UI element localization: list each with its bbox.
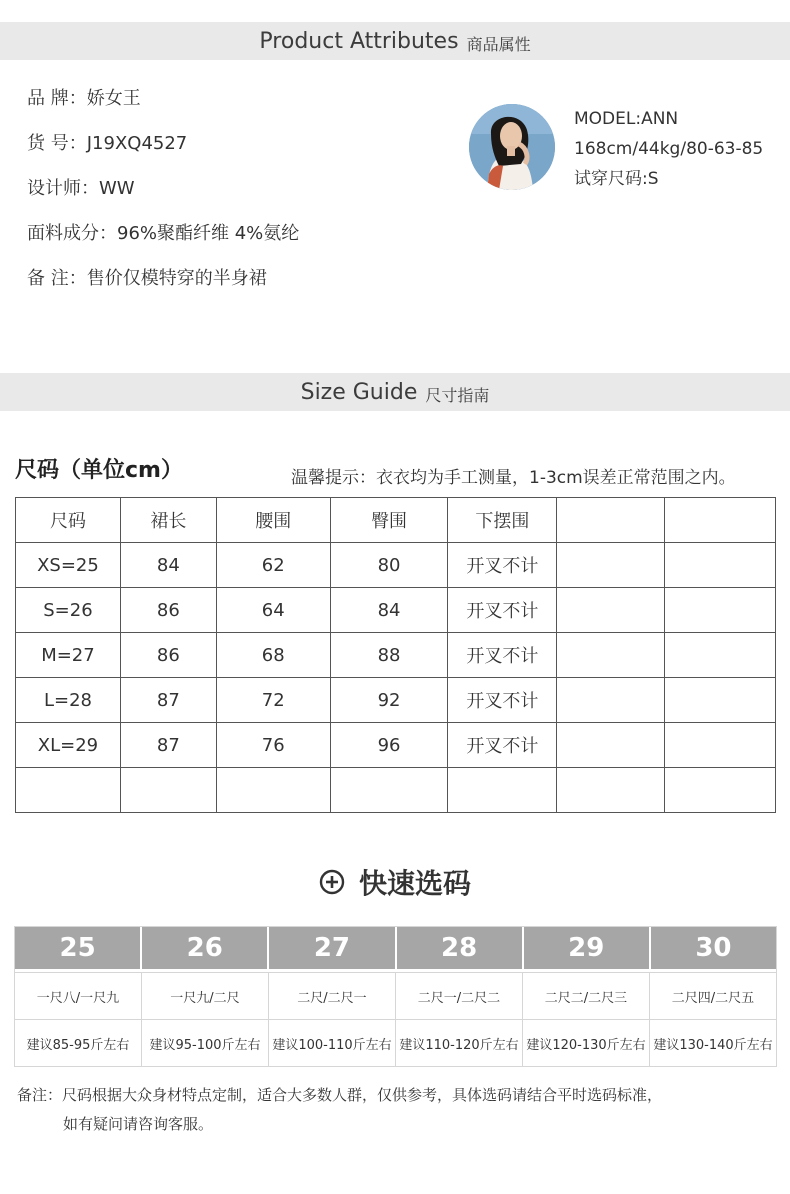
table-cell: 76 (216, 723, 330, 768)
table-cell: 80 (330, 543, 448, 588)
footnote-line: 如有疑问请咨询客服。 (63, 1115, 214, 1133)
table-cell: 68 (216, 633, 330, 678)
table-cell (665, 633, 776, 678)
table-cell: 87 (120, 723, 216, 768)
quick-size-number: 26 (142, 927, 269, 972)
footnote (17, 1081, 662, 1139)
quick-waist-cell: 二尺一/二尺二 (396, 972, 523, 1019)
quick-weight-cell: 建议130-140斤左右 (650, 1019, 776, 1066)
table-cell (557, 768, 665, 813)
table-cell (557, 543, 665, 588)
table-cell (216, 768, 330, 813)
footnote-line: 备注：尺码根据大众身材特点定制，适合大多数人群，仅供参考，具体选码请结合平时选码标准， (17, 1086, 663, 1104)
table-cell: 86 (120, 633, 216, 678)
table-header-row (16, 498, 776, 543)
table-header-cell: 臀围 (330, 498, 448, 543)
quick-size-number: 29 (524, 927, 651, 972)
table-cell: 96 (330, 723, 448, 768)
table-cell: 88 (330, 633, 448, 678)
table-header-cell (557, 498, 665, 543)
size-guide-header (0, 373, 790, 411)
table-cell (665, 543, 776, 588)
quick-size-grid (14, 926, 777, 1067)
table-cell: 开叉不计 (448, 543, 557, 588)
attribute-row-designer (27, 175, 299, 220)
table-cell: 72 (216, 678, 330, 723)
size-table-title: 尺码（单位cm） (15, 458, 183, 483)
model-portrait-image (469, 104, 555, 190)
table-header-cell (665, 498, 776, 543)
attribute-label: 备 注： (27, 268, 87, 289)
size-tip: 温馨提示：衣衣均为手工测量，1-3cm误差正常范围之内。 (291, 468, 736, 488)
attribute-row-brand (27, 85, 299, 130)
table-cell: M=27 (16, 633, 121, 678)
table-cell: 84 (120, 543, 216, 588)
quick-size-header (0, 862, 790, 902)
table-cell: 87 (120, 678, 216, 723)
table-cell: 开叉不计 (448, 633, 557, 678)
model-avatar (469, 104, 555, 190)
table-cell: 开叉不计 (448, 723, 557, 768)
quick-weight-cell: 建议100-110斤左右 (269, 1019, 396, 1066)
table-cell (330, 768, 448, 813)
product-attributes-header (0, 22, 790, 60)
quick-size-number: 30 (651, 927, 776, 972)
quick-size-number: 28 (397, 927, 524, 972)
table-cell: XL=29 (16, 723, 121, 768)
model-info (574, 104, 763, 194)
table-cell: S=26 (16, 588, 121, 633)
attribute-label: 面料成分： (27, 223, 117, 244)
table-row (16, 588, 776, 633)
quick-weight-cell: 建议120-130斤左右 (523, 1019, 650, 1066)
attribute-value: 售价仅模特穿的半身裙 (86, 268, 267, 289)
table-cell (665, 723, 776, 768)
attribute-value: 娇女王 (86, 88, 141, 109)
attribute-value: J19XQ4527 (86, 133, 188, 154)
table-cell: 62 (216, 543, 330, 588)
plus-circle-icon (319, 869, 345, 895)
attribute-value: WW (99, 178, 135, 199)
table-cell (665, 678, 776, 723)
table-cell: 92 (330, 678, 448, 723)
table-row (16, 543, 776, 588)
attribute-label: 品 牌： (27, 88, 87, 109)
quick-waist-row (15, 972, 776, 1019)
quick-size-row (15, 927, 776, 972)
table-row (16, 768, 776, 813)
quick-waist-cell: 一尺九/二尺 (142, 972, 269, 1019)
table-header-cell: 下摆围 (448, 498, 557, 543)
table-row (16, 723, 776, 768)
table-cell: 84 (330, 588, 448, 633)
attribute-row-remark (27, 265, 299, 310)
attribute-list (27, 85, 299, 310)
attribute-label: 货 号： (27, 133, 87, 154)
quick-weight-cell: 建议95-100斤左右 (142, 1019, 269, 1066)
quick-size-title: 快速选码 (358, 867, 471, 900)
table-cell (448, 768, 557, 813)
quick-weight-cell: 建议110-120斤左右 (396, 1019, 523, 1066)
model-try-size: 试穿尺码:S (574, 169, 659, 189)
quick-size-number: 27 (269, 927, 396, 972)
header-title-cn: 商品属性 (466, 34, 531, 54)
table-cell: 开叉不计 (448, 678, 557, 723)
table-row (16, 678, 776, 723)
header-title-en: Product Attributes (259, 28, 459, 54)
table-header-cell: 尺码 (16, 498, 121, 543)
quick-size-number: 25 (15, 927, 142, 972)
header-title-en: Size Guide (300, 379, 418, 405)
header-title-cn: 尺寸指南 (425, 385, 490, 405)
quick-waist-cell: 二尺四/二尺五 (650, 972, 776, 1019)
size-table (15, 497, 776, 813)
quick-weight-row (15, 1019, 776, 1066)
attribute-row-item-no (27, 130, 299, 175)
table-cell (665, 588, 776, 633)
table-cell: 86 (120, 588, 216, 633)
table-row (16, 633, 776, 678)
table-cell: XS=25 (16, 543, 121, 588)
quick-waist-cell: 二尺二/二尺三 (523, 972, 650, 1019)
table-cell: 64 (216, 588, 330, 633)
attribute-value: 96%聚酯纤维 4%氨纶 (117, 223, 300, 244)
table-cell (557, 633, 665, 678)
table-cell (557, 588, 665, 633)
attribute-row-fabric (27, 220, 299, 265)
model-measurements: 168cm/44kg/80-63-85 (574, 139, 764, 159)
table-cell (120, 768, 216, 813)
table-cell: 开叉不计 (448, 588, 557, 633)
quick-weight-cell: 建议85-95斤左右 (15, 1019, 142, 1066)
quick-waist-cell: 一尺八/一尺九 (15, 972, 142, 1019)
table-cell: L=28 (16, 678, 121, 723)
quick-waist-cell: 二尺/二尺一 (269, 972, 396, 1019)
model-name: MODEL:ANN (574, 109, 679, 129)
table-header-cell: 腰围 (216, 498, 330, 543)
table-header-cell: 裙长 (120, 498, 216, 543)
table-cell (16, 768, 121, 813)
attribute-label: 设计师： (27, 178, 99, 199)
table-cell (557, 678, 665, 723)
table-cell (665, 768, 776, 813)
table-cell (557, 723, 665, 768)
